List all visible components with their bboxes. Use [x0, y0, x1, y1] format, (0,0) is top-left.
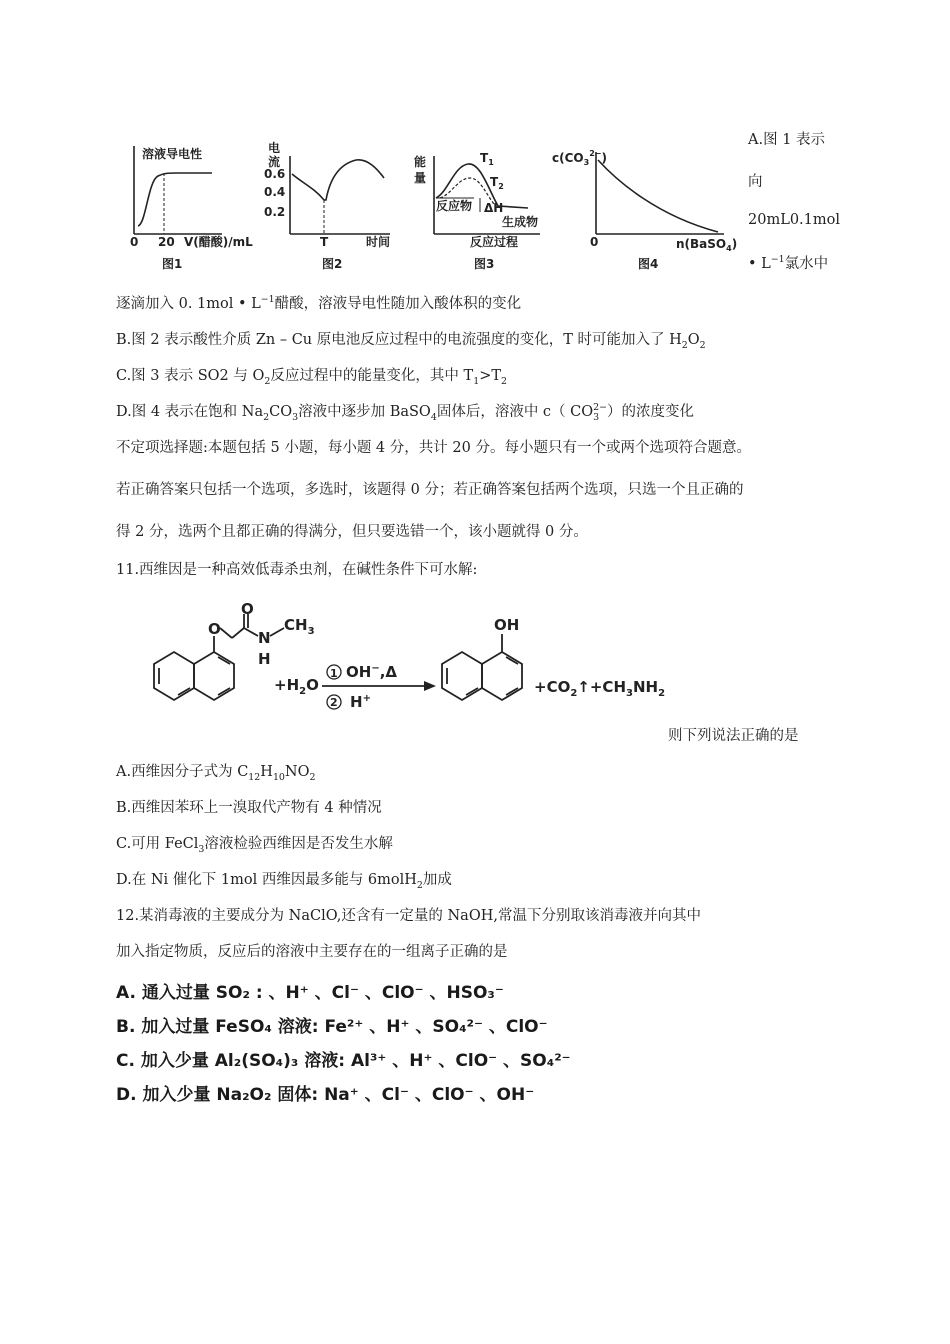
- q11-tail: 则下列说法正确的是: [668, 728, 799, 744]
- fig2-xlabel: 时间: [366, 235, 391, 249]
- fig2-ylabel-2: 流: [268, 155, 281, 169]
- fig3-product: 生成物: [502, 215, 539, 229]
- q10-option-a-part3: 20mL0.1mol: [748, 212, 841, 228]
- fig4-caption: 图4: [638, 257, 659, 271]
- fig4-ylabel: $c(CO_3^{2-})$: [552, 149, 607, 167]
- q10-option-a-part2: 向: [748, 174, 763, 190]
- fig3-t2: $T_2$: [490, 175, 504, 191]
- q11-option-c: C.可用 FeCl$_3$溶液检验西维因是否发生水解: [116, 836, 393, 855]
- fig3-ylabel-2: 量: [414, 171, 427, 185]
- fig3-caption: 图3: [474, 257, 495, 271]
- fig1-x0: 0: [130, 235, 139, 249]
- fig2-tick-02: 0.2: [264, 205, 286, 219]
- fig2-tick-04: 0.4: [264, 185, 286, 199]
- q10-option-d: D.图 4 表示在饱和 $Na_2CO_3$溶液中逐步加 BaSO$_4$固体后，溶液中 c（ $CO_3^{2-}$）的浓度变化: [116, 402, 695, 423]
- instructions-line-3: 得 2 分，选两个且都正确的得满分，但只要选错一个，该小题就得 0 分。: [116, 524, 588, 540]
- naphthol-structure: [442, 634, 522, 700]
- instructions-line-2: 若正确答案只包括一个选项，多选时，该题得 0 分；若正确答案包括两个选项，只选一个且正确的: [116, 482, 744, 498]
- condition-2-num: 2: [330, 696, 338, 709]
- q11-stem: 11.西维因是一种高效低毒杀虫剂，在碱性条件下可水解:: [116, 562, 478, 578]
- carbaryl-n-atom: N: [258, 629, 271, 647]
- fig4-xlabel: n(BaSO$_4$): [676, 237, 738, 253]
- fig1-xlabel: V(醋酸)/mL: [184, 235, 253, 249]
- condition-1-num: 1: [330, 667, 338, 680]
- fig2-xT: T: [320, 235, 329, 249]
- instructions-line-1: 不定项选择题:本题包括 5 小题，每小题 4 分，共计 20 分。每小题只有一个或两个选项符合题意。: [116, 440, 751, 456]
- q10-figures: [118, 126, 758, 276]
- carbaryl-ch3: $CH_3$: [284, 616, 315, 637]
- fig1-ylabel: 溶液导电性: [142, 147, 203, 161]
- q11-option-b: B.西维因苯环上一溴取代产物有 4 种情况: [116, 800, 382, 816]
- fig3-reactant: 反应物: [436, 199, 473, 213]
- q12-option-d: D. 加入少量 Na₂O₂ 固体: Na⁺ 、Cl⁻ 、ClO⁻ 、OH⁻: [116, 1085, 535, 1105]
- q10-option-a-part4: • $L^{-1}$氯水中: [748, 254, 829, 272]
- figure-2: [264, 140, 390, 271]
- fig3-t1: $T_1$: [480, 151, 494, 167]
- fig3-ylabel-1: 能: [414, 155, 427, 169]
- fig4-x0: 0: [590, 235, 599, 249]
- fig2-caption: 图2: [322, 257, 343, 271]
- carbaryl-carbonyl-o: O: [241, 600, 254, 618]
- q10-option-a-part1: A.图 1 表示: [748, 132, 826, 148]
- q12-stem-line-1: 12.某消毒液的主要成分为 NaClO,还含有一定量的 NaOH,常温下分别取该消毒液并向其中: [116, 908, 701, 924]
- carbaryl-o-atom: O: [208, 620, 221, 638]
- fig1-x20: 20: [158, 235, 175, 249]
- q12-option-b: B. 加入过量 FeSO₄ 溶液: Fe²⁺ 、H⁺ 、SO₄²⁻ 、ClO⁻: [116, 1017, 548, 1037]
- figure-4: [552, 149, 737, 271]
- condition-2: H+: [350, 693, 371, 711]
- q12-option-c: C. 加入少量 Al₂(SO₄)₃ 溶液: Al³⁺ 、H⁺ 、ClO⁻ 、SO₄²⁻: [116, 1051, 571, 1071]
- q10-option-b: B.图 2 表示酸性介质 Zn – Cu 原电池反应过程中的电流强度的变化，T 时可能加入了 $H_2O_2$: [116, 332, 706, 351]
- q11-option-d: D.在 Ni 催化下 1mol 西维因最多能与 6molH$_2$加成: [116, 872, 452, 891]
- q11-reaction-scheme: [124, 600, 666, 718]
- water-reagent: $+H_2O$: [274, 676, 319, 697]
- q11-option-a: A.西维因分子式为 $C_{12}H_{10}NO_2$: [116, 764, 316, 783]
- q12-stem-line-2: 加入指定物质，反应后的溶液中主要存在的一组离子正确的是: [116, 944, 508, 960]
- fig1-caption: 图1: [162, 257, 183, 271]
- q12-option-a: A. 通入过量 SO₂ : 、H⁺ 、Cl⁻ 、ClO⁻ 、HSO₃⁻: [116, 983, 504, 1003]
- q10-option-a-part5: 逐滴加入 0. 1mol • $L^{-1}$醋酸，溶液导电性随加入酸体积的变化: [116, 294, 522, 312]
- carbaryl-h-atom: H: [258, 650, 271, 668]
- reaction-products: $+CO_2↑+CH_3NH_2$: [534, 678, 666, 699]
- fig2-tick-06: 0.6: [264, 167, 286, 181]
- fig3-xlabel: 反应过程: [470, 235, 519, 249]
- figure-1: [130, 146, 253, 271]
- fig3-dh: ΔH: [484, 201, 504, 215]
- naphthol-oh: OH: [494, 616, 520, 634]
- condition-1: OH−,Δ: [346, 663, 398, 681]
- q10-option-c: C.图 3 表示 SO2 与 $O_2$反应过程中的能量变化，其中 $T_1>T_2$: [116, 368, 508, 387]
- fig2-ylabel-1: 电: [268, 141, 281, 155]
- figure-3: [414, 151, 540, 271]
